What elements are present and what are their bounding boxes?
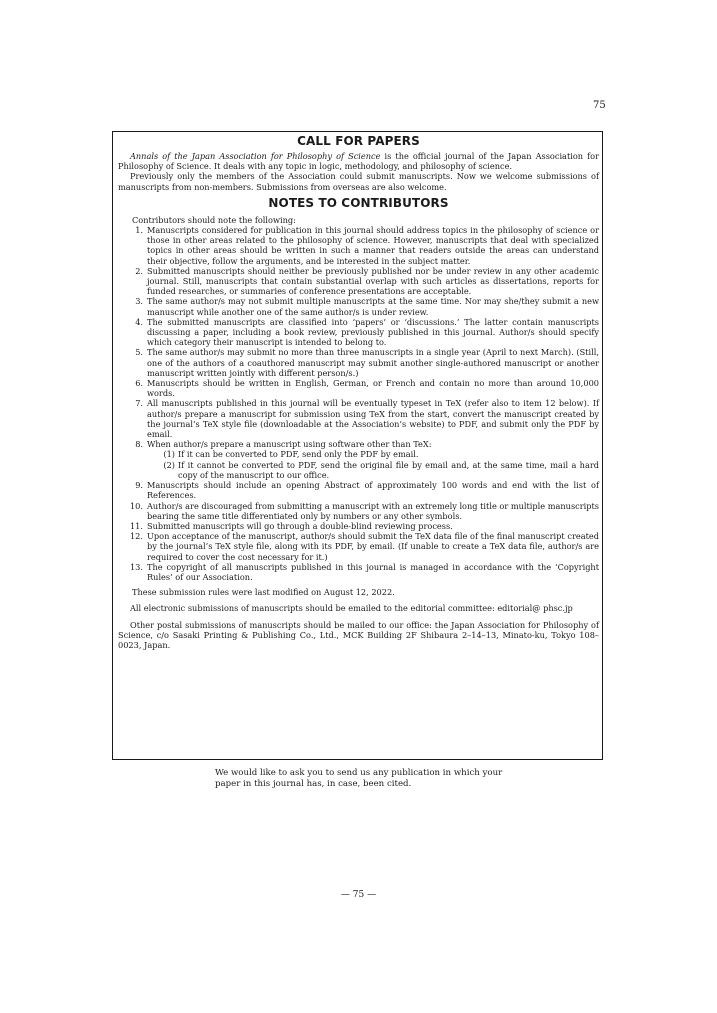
subitem-text: If it cannot be converted to PDF, send the original file by email and, at the same time, mail a hard copy of the manuscript to our office. bbox=[178, 459, 599, 480]
rule-text: Manuscripts should be written in English, German, or French and contain no more than around 10,000 words. bbox=[147, 378, 599, 399]
rule-text: When author/s prepare a manuscript using software other than TeX: bbox=[147, 439, 432, 450]
rule-text: The submitted manuscripts are classified into ‘papers’ or ‘discussions.’ The latter contain manuscripts discussing a paper, including a book review, previously published in this journal. Author/s should specify which category their manuscript is intended to belong to. bbox=[147, 316, 599, 348]
subitem-label: (2) bbox=[163, 459, 175, 470]
rule-number: 1. bbox=[135, 225, 143, 236]
rule-number: 7. bbox=[135, 398, 143, 409]
submission-eligibility: Previously only the members of the Association could submit manuscripts. Now we welcome submissions of manuscripts from non-members. Submissions from overseas are also welcome. bbox=[118, 171, 599, 192]
postal-submission-note: Other postal submissions of manuscripts should be mailed to our office: the Japan Association for Philosophy of Science, c/o Sasaki Printing & Publishing Co., Ltd., MCK Building 2F Shibaura 2–14–13, Minato-ku, Tokyo 108–0023, Japan. bbox=[118, 619, 599, 650]
rule-item bbox=[118, 225, 599, 266]
rule-number: 10. bbox=[129, 500, 143, 511]
rule-text: The same author/s may submit no more than three manuscripts in a single year (April to next March). (Still, one of the authors of a coauthored manuscript may submit another single-authored manuscript or another manuscript written jointly with different person/s.) bbox=[147, 347, 599, 378]
rule-item bbox=[118, 521, 599, 531]
rule-text: The copyright of all manuscripts published in this journal is managed in accordance with the ‘Copyright Rules’ of our Association. bbox=[147, 561, 599, 582]
rule-item bbox=[118, 439, 599, 480]
rule-text: Submitted manuscripts should neither be previously published nor be under review in any other academic journal. Still, manuscripts that contain substantial overlap with such articles as dissertations, reports for funded researches, or summaries of conference presentations are acceptable. bbox=[147, 265, 599, 297]
rule-item bbox=[118, 347, 599, 378]
call-for-papers-heading: CALL FOR PAPERS bbox=[297, 134, 420, 148]
notes-intro: Contributors should note the following: bbox=[132, 214, 296, 225]
rule-item bbox=[118, 317, 599, 348]
contributor-rules-list bbox=[118, 225, 599, 582]
rule-item bbox=[118, 531, 599, 562]
rule-number: 5. bbox=[135, 347, 143, 358]
page-number-top: 75 bbox=[593, 100, 606, 111]
rule-text: Submitted manuscripts will go through a double-blind reviewing process. bbox=[147, 520, 453, 531]
subitem-text: If it can be converted to PDF, send only the PDF by email. bbox=[178, 449, 419, 460]
rule-subitem bbox=[147, 449, 599, 459]
call-for-papers-box bbox=[112, 131, 603, 760]
notes-to-contributors-heading: NOTES TO CONTRIBUTORS bbox=[268, 195, 449, 210]
rule-item bbox=[118, 562, 599, 582]
rule-item bbox=[118, 296, 599, 316]
rule-text: Upon acceptance of the manuscript, author/s should submit the TeX data file of the final manuscript created by the journal’s TeX style file, along with its PDF, by email. (If unable to create a TeX data file, author/s are required to cover the cost necessary for it.) bbox=[147, 531, 599, 562]
last-modified-note: These submission rules were last modified on August 12, 2022. bbox=[132, 587, 395, 598]
rule-text: The same author/s may not submit multiple manuscripts at the same time. Nor may she/they submit a new manuscript while another one of the same author/s is under review. bbox=[147, 296, 599, 317]
rule-item bbox=[118, 480, 599, 500]
rule-text: Author/s are discouraged from submitting a manuscript with an extremely long title or multiple manuscripts bearing the same title differentiated only by numbers or any other symbols. bbox=[147, 500, 599, 521]
rule-subitem bbox=[147, 460, 599, 480]
rule-item bbox=[118, 501, 599, 521]
rule-text: Manuscripts considered for publication in this journal should address topics in the philosophy of science or those in other areas related to the philosophy of science. However, manuscripts that deal with specialized topics in other areas should be written in such a manner that readers outside the areas can understand their objective, follow the arguments, and be interested in the subject matter. bbox=[147, 225, 599, 266]
rule-text: Manuscripts should include an opening Abstract of approximately 100 words and end with the list of References. bbox=[147, 480, 599, 501]
rule-item bbox=[118, 378, 599, 398]
journal-title: Annals of the Japan Association for Philosophy of Science bbox=[130, 151, 381, 161]
journal-description-text: is the official journal of the Japan Association for Philosophy of Science. It deals with any topic in logic, methodology, and philosophy of science. bbox=[118, 151, 599, 172]
rule-number: 9. bbox=[135, 480, 143, 491]
rule-number: 4. bbox=[135, 316, 143, 327]
rule-number: 2. bbox=[135, 265, 143, 276]
email-submission-note: All electronic submissions of manuscripts should be emailed to the editorial committee: editorial@ phsc.jp bbox=[130, 603, 573, 614]
rule-number: 11. bbox=[129, 520, 143, 531]
rule-number: 12. bbox=[129, 531, 143, 542]
citation-request-note: We would like to ask you to send us any publication in which your paper in this journal has, in case, been cited. bbox=[215, 768, 503, 790]
page-number-footer: — 75 — bbox=[340, 890, 377, 900]
journal-description bbox=[118, 151, 599, 171]
rule-number: 3. bbox=[135, 296, 143, 307]
rule-number: 13. bbox=[129, 561, 143, 572]
rule-item bbox=[118, 266, 599, 297]
rule-text: All manuscripts published in this journal will be eventually typeset in TeX (refer also to item 12 below). If author/s prepare a manuscript for submission using TeX from the start, convert the manuscript created by the journal’s TeX style file (downloadable at the Association’s website) to PDF, and submit only the PDF by email. bbox=[147, 398, 599, 440]
rule-number: 6. bbox=[135, 378, 143, 389]
rule-item bbox=[118, 398, 599, 439]
rule-number: 8. bbox=[135, 439, 143, 450]
subitem-label: (1) bbox=[163, 449, 175, 460]
